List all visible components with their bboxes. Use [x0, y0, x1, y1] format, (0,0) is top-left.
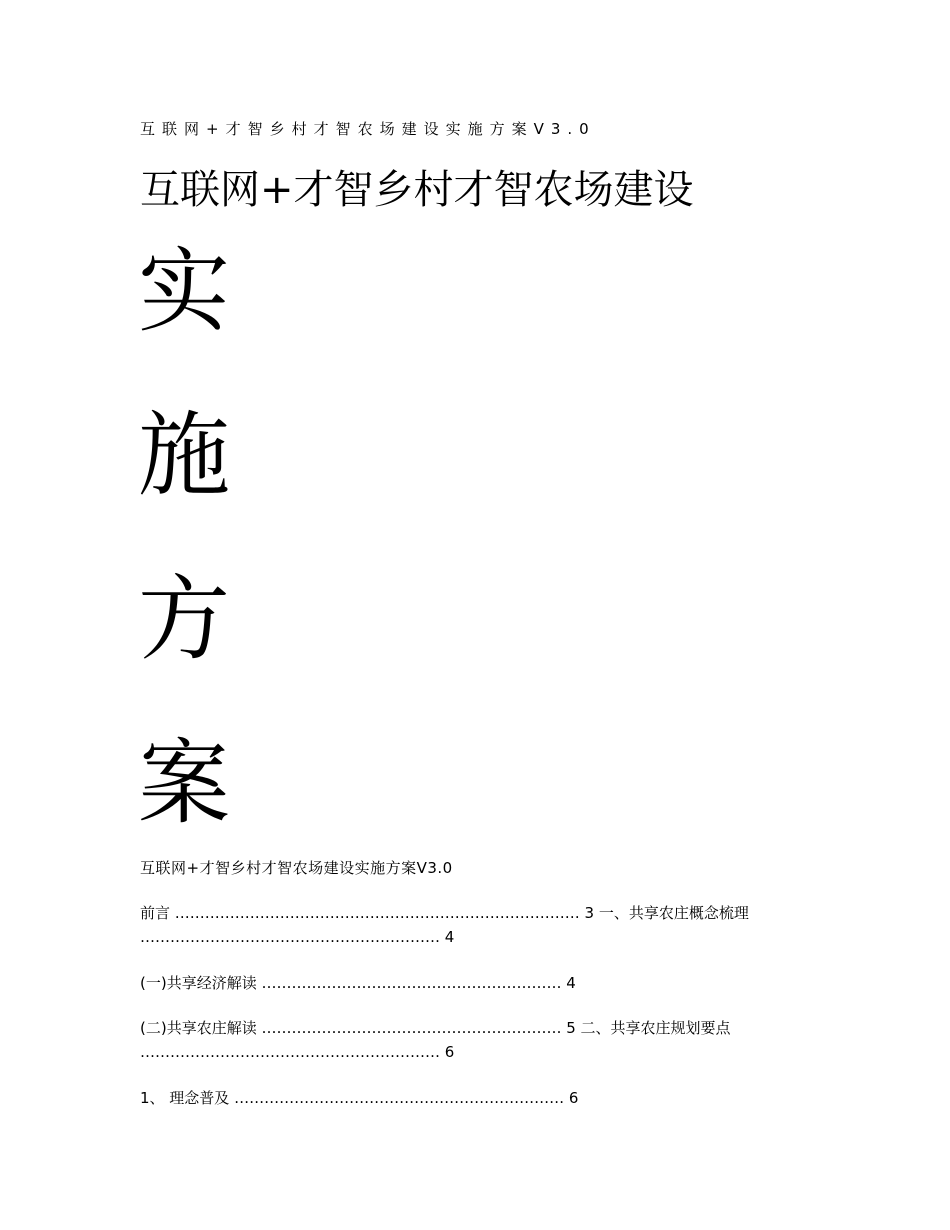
toc-entry-continuation: …………………………………………………… 4	[140, 928, 455, 946]
toc-entry-preface[interactable]: 前言 ……………………………………………………………………… 3 一、共享农庄概念梳理	[140, 904, 749, 922]
toc-entry-continuation: …………………………………………………… 6	[140, 1043, 455, 1061]
title-char-1: 实	[138, 238, 231, 345]
title-char-2: 施	[138, 402, 231, 509]
document-title: 互联网+才智乡村才智农场建设	[140, 167, 694, 213]
toc-entry-sharing-economy[interactable]: (一)共享经济解读 …………………………………………………… 4	[140, 974, 576, 992]
document-subtitle: 互联网+才智乡村才智农场建设实施方案V3.0	[140, 859, 453, 877]
title-char-4: 案	[138, 730, 231, 837]
title-char-3: 方	[138, 566, 231, 673]
toc-entry-concept[interactable]: 1、 理念普及 ………………………………………………………… 6	[140, 1089, 579, 1107]
running-header: 互联网+才智乡村才智农场建设实施方案V3.0	[140, 120, 596, 138]
toc-entry-sharing-farm[interactable]: (二)共享农庄解读 …………………………………………………… 5 二、共享农庄规划要点	[140, 1019, 731, 1037]
